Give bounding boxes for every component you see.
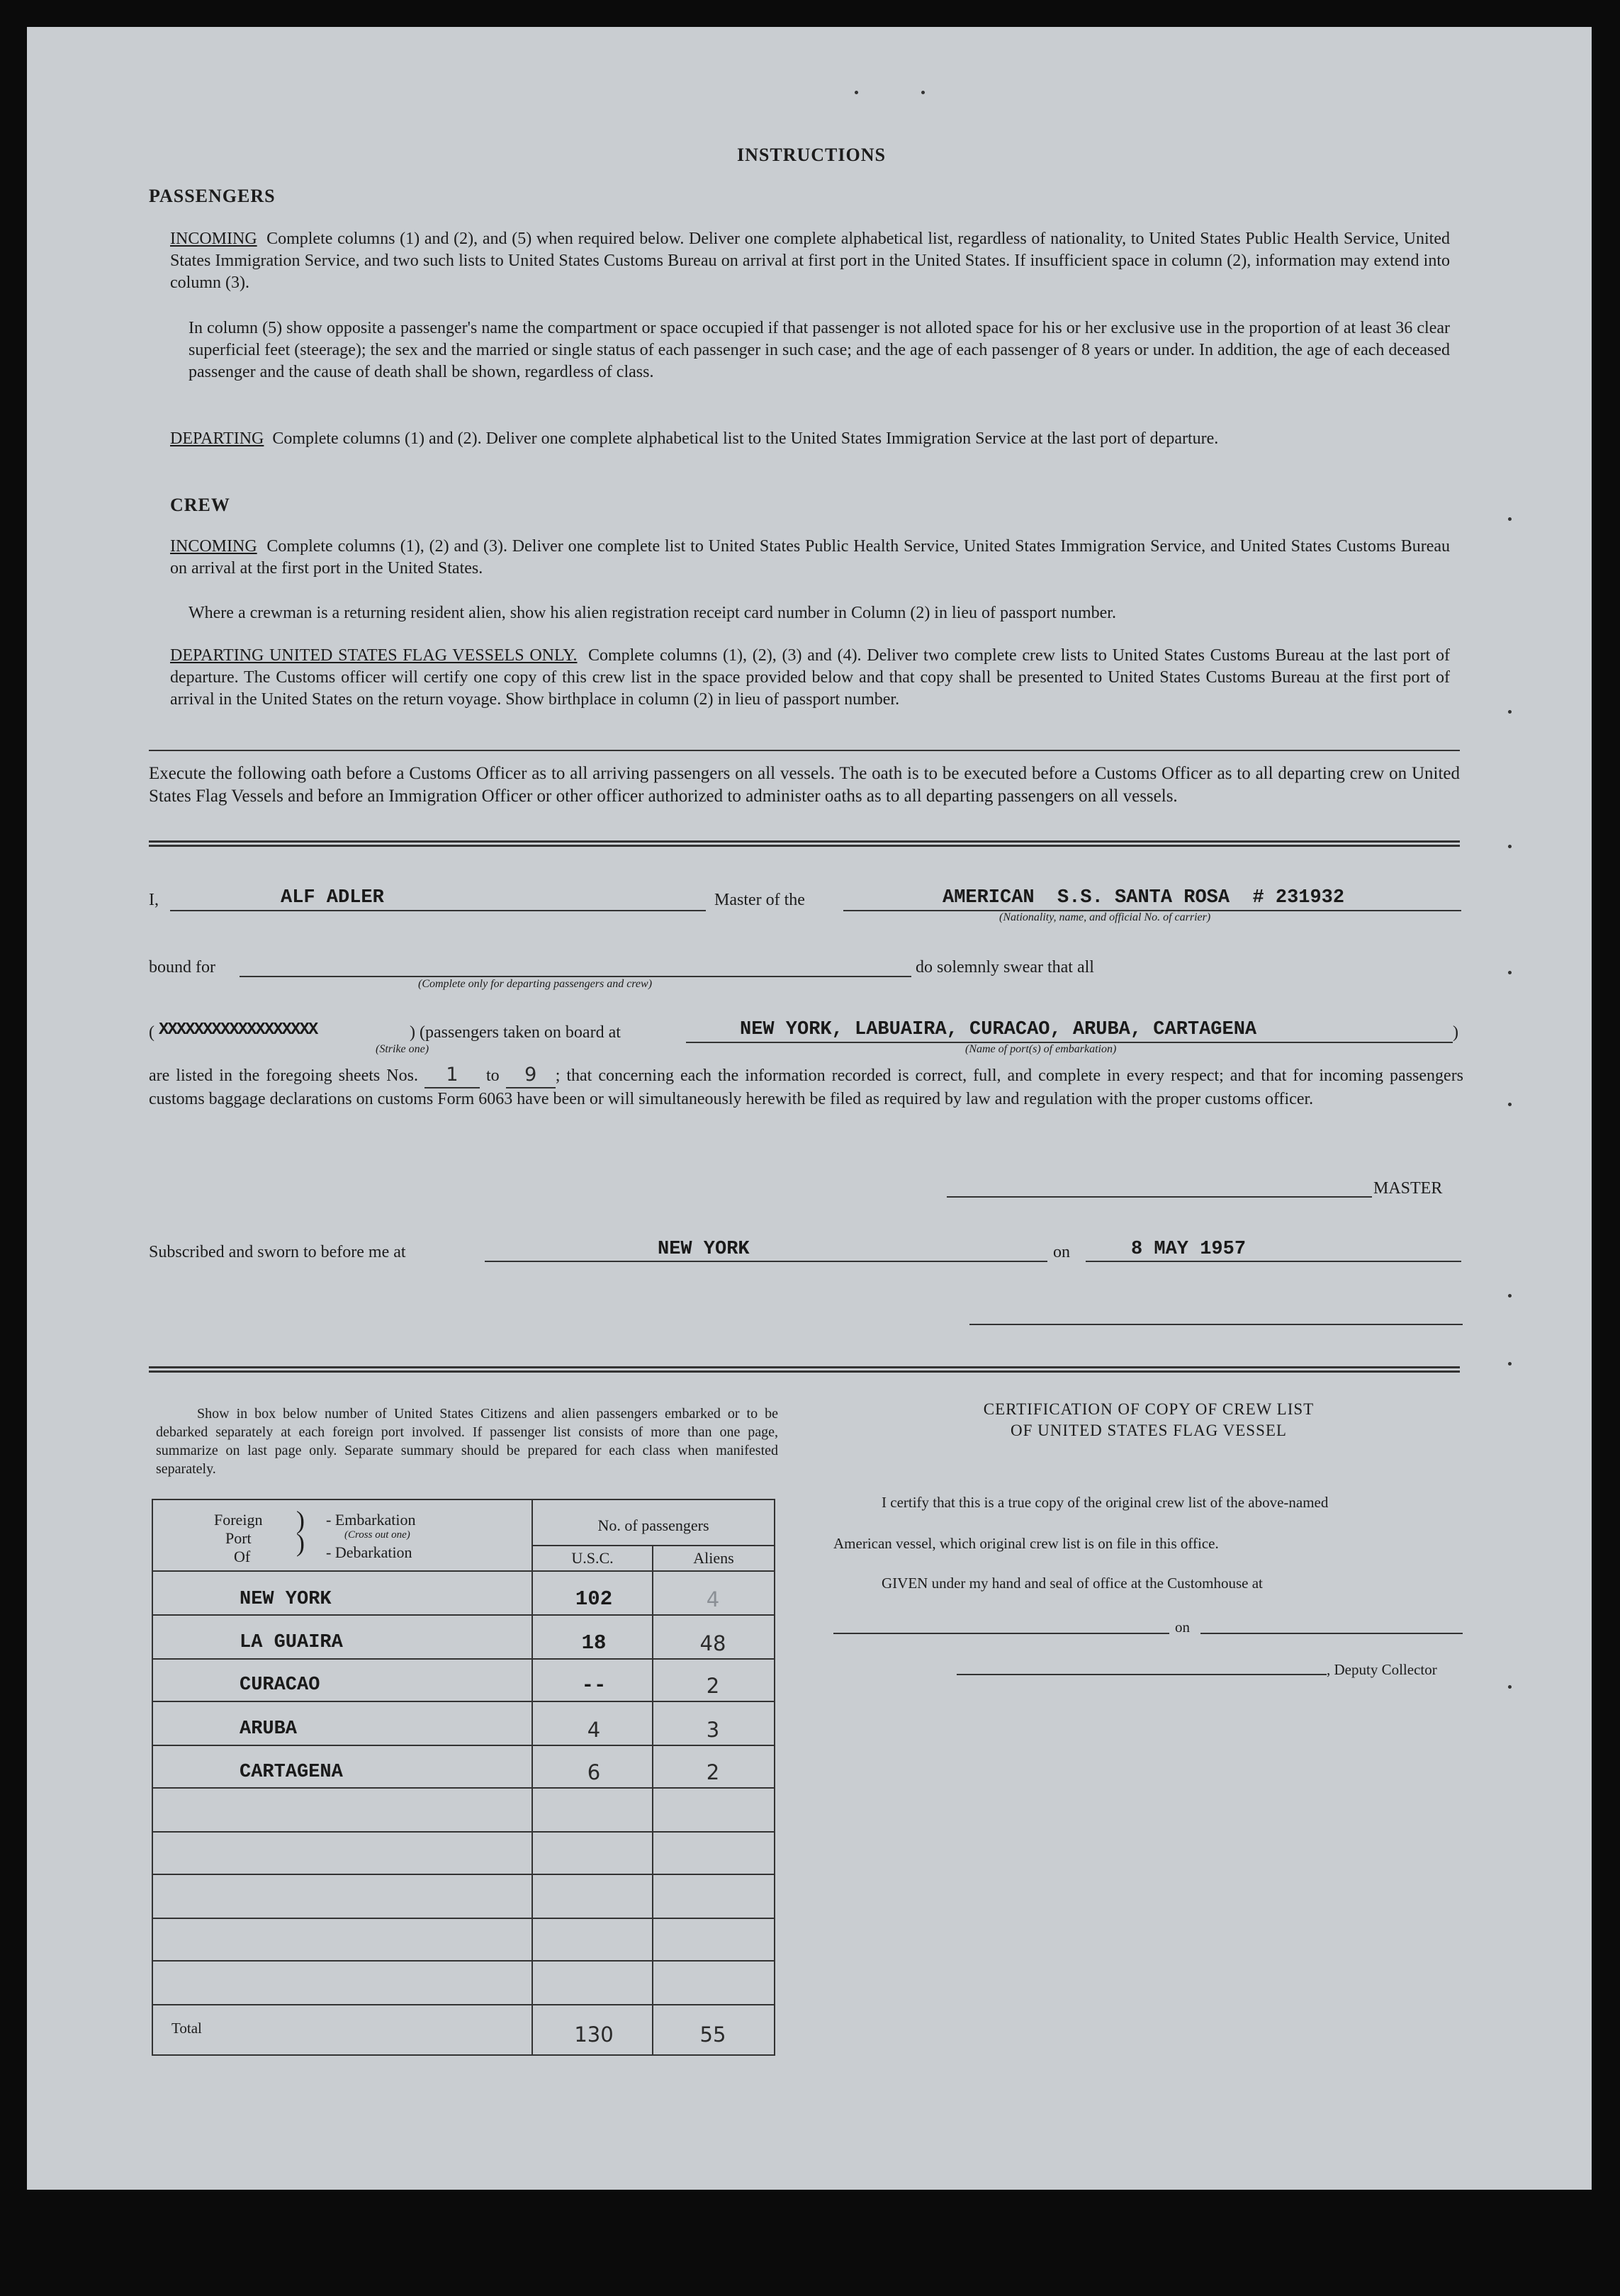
crew-resident-paragraph: Where a crewman is a returning resident alien, show his alien registration receipt card number in Column (2) in lieu of passport number. xyxy=(189,604,1116,622)
sheets-paragraph xyxy=(149,1064,1463,1110)
crew-incoming-text: Complete columns (1), (2) and (3). Deliver one complete list to United States Public Health Service, United States Immigration Service, and United States Customs Bureau on arrival at the first port in the United States. xyxy=(170,537,1450,578)
col-debarkation-label: - Debarkation xyxy=(326,1543,412,1561)
ports-caption: (Name of port(s) of embarkation) xyxy=(965,1043,1117,1055)
row-aliens-new-york: 4 xyxy=(706,1587,720,1611)
master-label: MASTER xyxy=(1373,1179,1443,1198)
deputy-signature-line xyxy=(957,1674,1327,1675)
vessel-caption: (Nationality, name, and official No. of carrier) xyxy=(999,911,1211,923)
margin-mark xyxy=(855,91,858,94)
col-cross-label: (Cross out one) xyxy=(344,1529,410,1541)
sworn-place-line xyxy=(485,1261,1047,1262)
sheet-from-field xyxy=(424,1064,480,1088)
double-rule-2 xyxy=(149,1366,1460,1373)
table-header-line xyxy=(153,1570,774,1572)
brace-top: ) xyxy=(296,1506,305,1534)
sworn-place: NEW YORK xyxy=(658,1239,750,1260)
sheet-to: 9 xyxy=(524,1064,537,1086)
customhouse-line xyxy=(833,1633,1169,1634)
row-usc-la-guaira: 18 xyxy=(581,1631,607,1655)
certification-on-label: on xyxy=(1175,1619,1190,1636)
taken-on-board-label: ) (passengers taken on board at xyxy=(410,1023,621,1042)
col-usc-label: U.S.C. xyxy=(571,1549,614,1567)
passengers-incoming-text: Complete columns (1) and (2), and (5) when required below. Deliver one complete alphabetical list, regardless of nationality, to United States Public Health Service, United States Immigration Service, and two such lists to United States Customs Bureau on arrival at first port in the United States. If insufficient space in column (2), information may extend into column (3). xyxy=(170,230,1450,292)
certification-line-2: American vessel, which original crew list is on file in this office. xyxy=(833,1535,1219,1552)
col-port-label: Port xyxy=(225,1529,252,1547)
brace-bottom: ) xyxy=(296,1529,305,1557)
row-usc-curacao: -- xyxy=(581,1674,607,1697)
margin-mark xyxy=(1508,971,1512,974)
row-aliens-aruba: 3 xyxy=(706,1718,720,1742)
passengers-incoming-lead: INCOMING xyxy=(170,230,257,248)
column5-paragraph: In column (5) show opposite a passenger's name the compartment or space occupied if that passenger is not alloted space for his or her exclusive use in the proportion of at least 36 clear superficial feet (steerage); the sex and the married or single status of each passenger in such case; and the age of each passenger of 8 years or under. In addition, the age of each deceased passenger and the cause of death shall be shown, regardless of class. xyxy=(189,319,1450,381)
certification-title-2: OF UNITED STATES FLAG VESSEL xyxy=(1011,1422,1287,1439)
margin-mark xyxy=(1508,1362,1512,1366)
bound-for-line xyxy=(240,976,911,977)
row-line xyxy=(153,1745,774,1746)
row-aliens-curacao: 2 xyxy=(706,1674,720,1698)
sheet-from: 1 xyxy=(446,1064,459,1086)
passengers-departing-lead: DEPARTING xyxy=(170,429,264,448)
row-usc-new-york: 102 xyxy=(575,1587,613,1611)
margin-mark xyxy=(1508,1294,1512,1298)
col-passengers-label: No. of passengers xyxy=(597,1516,709,1534)
crew-departing-text: Complete columns (1), (2), (3) and (4). Deliver two complete crew lists to United States Customs Bureau at the last port of departure. The Customs officer will certify one copy of this crew list in the space provided below and that copy shall be presented to United States Customs Bureau at the first port of arrival in the United States on the return voyage. Show birthplace in column (2) in lieu of passport number. xyxy=(170,646,1450,709)
sworn-date-line xyxy=(1086,1261,1461,1262)
oath-intro: Execute the following oath before a Customs Officer as to all arriving passengers on all vessels. The oath is to be executed before a Customs Officer as to all departing crew on United States Flag Vessels and before an Immigration Officer or other officer authorized to administer oaths as to all departing passengers on all vessels. xyxy=(149,764,1460,806)
strike-open: ( xyxy=(149,1023,154,1042)
bound-for-label: bound for xyxy=(149,958,215,977)
swear-label: do solemnly swear that all xyxy=(916,958,1094,977)
row-line xyxy=(153,1831,774,1833)
row-line xyxy=(153,1918,774,1919)
row-aliens-la-guaira: 48 xyxy=(699,1631,726,1655)
master-signature-line xyxy=(947,1196,1372,1198)
correct-text: ; that concerning each the information recorded is correct, full, and complete in every respect; and that for incoming passengers customs baggage declarations on customs Form 6063 have been or will simultaneously herewith be filed as required by law and regulation with the proper customs officer. xyxy=(149,1067,1464,1108)
row-usc-aruba: 4 xyxy=(587,1718,601,1742)
certification-title-1: CERTIFICATION OF COPY OF CREW LIST xyxy=(983,1400,1315,1418)
crew-departing-lead: DEPARTING UNITED STATES FLAG VESSELS ONLY. xyxy=(170,646,578,665)
master-name: ALF ADLER xyxy=(281,887,384,908)
crew-incoming-paragraph xyxy=(170,536,1450,580)
table-col-divider-2 xyxy=(652,1545,653,2054)
row-port-la-guaira: LA GUAIRA xyxy=(240,1632,343,1653)
double-rule xyxy=(149,840,1460,847)
ports-close: ) xyxy=(1453,1023,1458,1042)
certification-line-1: I certify that this is a true copy of the original crew list of the above-named xyxy=(882,1494,1329,1511)
row-line xyxy=(153,1960,774,1962)
passengers-incoming-paragraph xyxy=(170,228,1450,294)
row-line xyxy=(153,1614,774,1616)
margin-mark xyxy=(1508,517,1512,521)
table-subheader-line xyxy=(533,1545,774,1546)
row-usc-cartagena: 6 xyxy=(587,1760,601,1784)
margin-mark xyxy=(1508,1103,1512,1106)
instructions-title: INSTRUCTIONS xyxy=(737,145,886,165)
col-of-label: Of xyxy=(234,1548,251,1565)
passengers-departing-paragraph xyxy=(170,428,1450,450)
total-label: Total xyxy=(171,2020,202,2037)
total-usc: 130 xyxy=(574,2022,614,2047)
row-line xyxy=(153,1787,774,1789)
vessel-name: AMERICAN S.S. SANTA ROSA # 231932 xyxy=(943,887,1345,908)
table-col-divider-1 xyxy=(531,1499,533,2054)
col-aliens-label: Aliens xyxy=(693,1549,734,1567)
row-line xyxy=(153,1701,774,1702)
sheet-to-field xyxy=(506,1064,556,1088)
passengers-heading: PASSENGERS xyxy=(149,186,276,206)
crew-incoming-lead: INCOMING xyxy=(170,537,257,556)
row-port-cartagena: CARTAGENA xyxy=(240,1762,343,1783)
col-embarkation-label: - Embarkation xyxy=(326,1511,416,1529)
bound-for-caption: (Complete only for departing passengers and crew) xyxy=(418,978,653,990)
row-port-new-york: NEW YORK xyxy=(240,1589,332,1610)
passengers-departing-text: Complete columns (1) and (2). Deliver one complete alphabetical list to the United States Immigration Service at the last port of departure. xyxy=(272,429,1219,448)
to-label: to xyxy=(486,1067,500,1085)
divider-line xyxy=(149,750,1460,751)
embarkation-ports: NEW YORK, LABUAIRA, CURACAO, ARUBA, CARTAGENA xyxy=(740,1019,1257,1040)
summary-note: Show in box below number of United States Citizens and alien passengers embarked or to be debarked separately at each foreign port involved. If passenger list consists of more than one page, summarize on last page only. Separate summary should be prepared for each class when manifested separately. xyxy=(156,1406,778,1477)
oath-i-label: I, xyxy=(149,891,159,909)
row-port-aruba: ARUBA xyxy=(240,1718,298,1740)
margin-mark xyxy=(1508,710,1512,714)
struck-out-text: XXXXXXXXXXXXXXXXXX xyxy=(159,1020,317,1040)
certification-date-line xyxy=(1200,1633,1463,1634)
margin-mark xyxy=(1508,845,1512,848)
margin-mark xyxy=(921,91,925,94)
officer-signature-line xyxy=(969,1324,1463,1325)
sheets-label: are listed in the foregoing sheets Nos. xyxy=(149,1067,418,1085)
row-line xyxy=(153,2004,774,2005)
total-aliens: 55 xyxy=(699,2022,726,2047)
crew-heading: CREW xyxy=(170,495,230,515)
strike-caption: (Strike one) xyxy=(376,1043,429,1055)
master-of-label: Master of the xyxy=(714,891,805,909)
row-port-curacao: CURACAO xyxy=(240,1675,320,1696)
row-line xyxy=(153,1874,774,1875)
certification-line-3: GIVEN under my hand and seal of office at the Customhouse at xyxy=(882,1575,1263,1592)
sworn-label: Subscribed and sworn to before me at xyxy=(149,1243,406,1261)
crew-departing-paragraph xyxy=(170,645,1450,711)
deputy-collector-label: , Deputy Collector xyxy=(1327,1661,1437,1678)
row-aliens-cartagena: 2 xyxy=(706,1760,720,1784)
master-name-line xyxy=(170,910,706,911)
sworn-on-label: on xyxy=(1053,1243,1070,1261)
row-line xyxy=(153,1658,774,1660)
margin-mark xyxy=(1508,1685,1512,1689)
col-foreign-label: Foreign xyxy=(214,1511,263,1529)
sworn-date: 8 MAY 1957 xyxy=(1131,1239,1247,1260)
